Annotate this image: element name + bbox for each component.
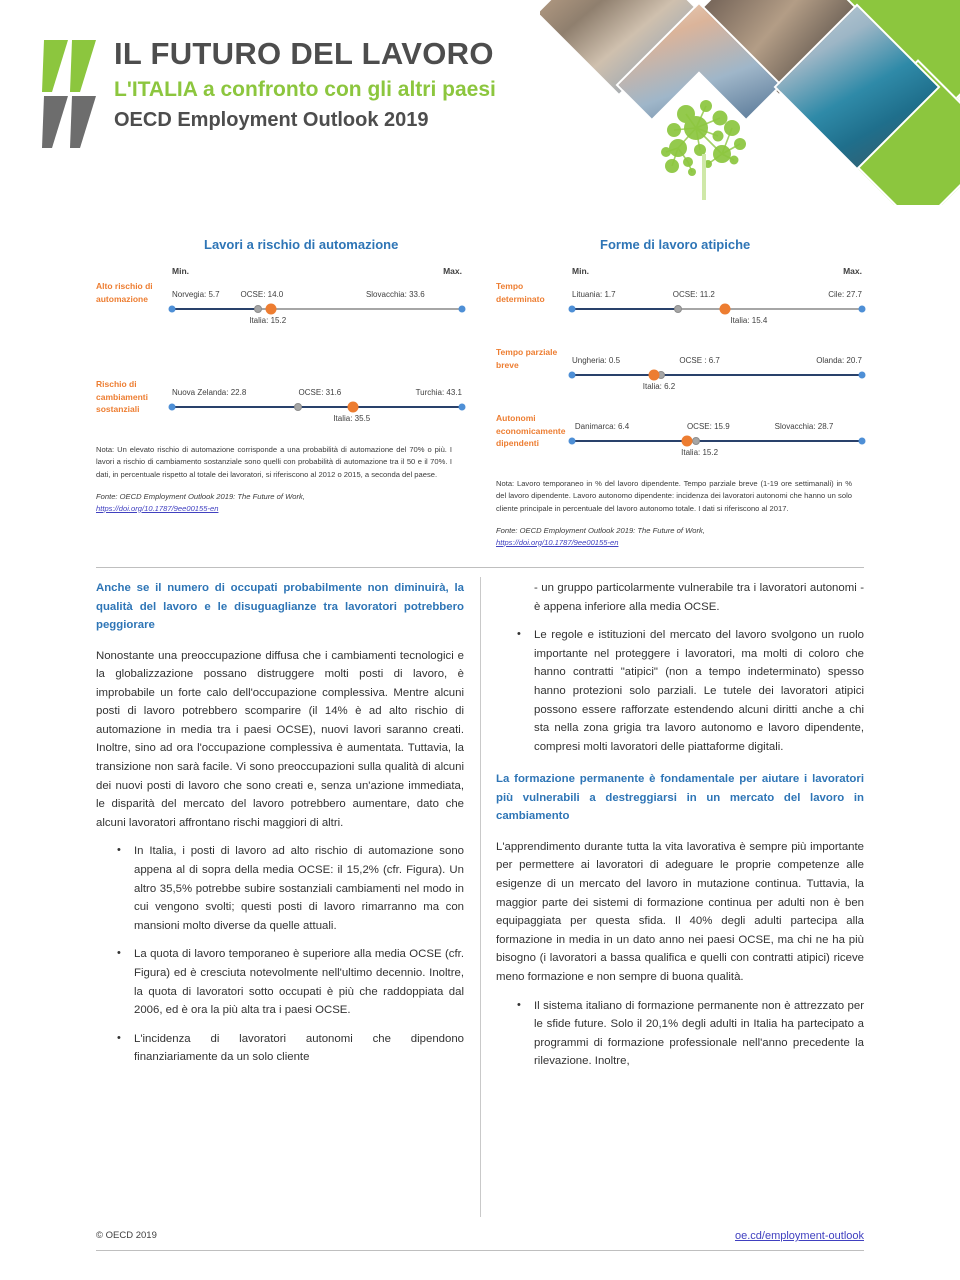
ocse-point	[254, 305, 262, 313]
slider-area	[172, 378, 462, 440]
slider-area	[572, 280, 862, 342]
row-label: Alto rischio di automazione	[96, 281, 153, 304]
source-text: Fonte: OECD Employment Outlook 2019: The Future of Work,	[496, 526, 705, 536]
ocse-label: OCSE: 14.0	[240, 290, 284, 299]
italia-label: Italia: 15.2	[681, 448, 719, 457]
axis-minmax-left	[172, 266, 462, 280]
right-column-paragraph: L'apprendimento durante tutta la vita lavorativa è sempre più importante per permettere ai lavoratori di adeguare le proprie competenze alle esigenze di un mercato del lavoro in mutazione continua. Tuttavia, la maggior parte dei sistemi di formazione continua per adulti non è ben equipaggiata per questa sfida. Il 40% degli adulti partecipa alla formazione in media in un dato anno nei paesi OCSE, ma chi ne ha più bisogno (i lavoratori a bassa qualifica e quelli con contratti atipici) riceve meno formazione e non sempre di buona qualità.	[496, 840, 864, 983]
min-country-label: Lituania: 1.7	[572, 290, 616, 299]
italia-label: Italia: 15.2	[249, 316, 287, 325]
footer-divider	[96, 1250, 864, 1251]
chart-title-left: Lavori a rischio di automazione	[204, 237, 399, 252]
min-point	[169, 306, 176, 313]
axis-minmax-right	[572, 266, 862, 280]
min-point	[569, 372, 576, 379]
ocse-point	[692, 437, 700, 445]
right-column	[496, 579, 864, 1081]
min-country-label: Ungheria: 0.5	[572, 356, 621, 365]
axis-fill	[572, 440, 862, 442]
ocse-label: OCSE: 15.9	[686, 422, 730, 431]
top-divider	[96, 567, 864, 568]
ocse-label: OCSE : 6.7	[679, 356, 720, 365]
charts-section	[0, 237, 960, 557]
min-country-label: Danimarca: 6.4	[574, 422, 630, 431]
column-divider	[480, 577, 481, 1217]
axis-max-label: Max.	[443, 266, 462, 276]
italia-point	[681, 436, 692, 447]
max-point	[859, 372, 866, 379]
left-column	[96, 579, 464, 1081]
max-point	[859, 438, 866, 445]
list-item: • In Italia, i posti di lavoro ad alto rischio di automazione sono appena al di sopra della media OCSE: il 15,2% (cfr. Figura). Un altro 35,5% potrebbe subire sostanziali cambiamenti nel modo in cui vengono svolti; questi posti di lavoro rimarranno ma con mansioni molto diverse da quelle attuali.	[134, 842, 464, 935]
chart-row-tempo-determinato	[496, 280, 866, 342]
axis-fill	[572, 374, 862, 376]
row-label: Rischio di cambiamenti sostanziali	[96, 379, 148, 414]
axis-max-label: Max.	[843, 266, 862, 276]
italia-point	[348, 402, 359, 413]
axis-fill	[172, 308, 258, 310]
page-title: IL FUTURO DEL LAVORO	[114, 36, 494, 71]
list-item: • Il sistema italiano di formazione permanente non è attrezzato per le sfide future. Solo il 20,1% degli adulti in Italia ha partecipato a programmi di formazione professionale nell'anno precedente la rilevazione. Inoltre,	[534, 997, 864, 1071]
header-collage-artwork	[540, 0, 960, 205]
max-country-label: Slovacchia: 33.6	[365, 290, 425, 299]
max-country-label: Slovacchia: 28.7	[774, 422, 834, 431]
axis-fill	[172, 406, 462, 408]
ocse-label: OCSE: 11.2	[672, 290, 715, 299]
ocse-point	[674, 305, 682, 313]
chart-source-right	[496, 525, 852, 548]
slider-area	[572, 412, 862, 474]
row-label: Autonomi economicamente dipendenti	[496, 413, 566, 448]
slider-area	[572, 346, 862, 408]
italia-point	[719, 304, 730, 315]
row-label: Tempo determinato	[496, 281, 545, 304]
source-link[interactable]: https://doi.org/10.1787/9ee00155-en	[96, 503, 219, 513]
right-column-heading: La formazione permanente è fondamentale per aiutare i lavoratori più vulnerabili a destreggiarsi in un mercato del lavoro in cambiamento	[496, 773, 864, 823]
right-column-bullets-top	[496, 626, 864, 756]
chart-row-autonomi	[496, 412, 866, 474]
chart-atypical-work	[496, 237, 866, 548]
chart-note-right: Nota: Lavoro temporaneo in % del lavoro dipendente. Tempo parziale breve (1-19 ore settimanali) in % del lavoro dipendente. Lavoro autonomo dipendente: incidenza dei lavoratori autonomi che hanno un solo cliente principale in percentuale del lavoro autonomo totale. I dati si riferiscono al 2017.	[496, 479, 852, 513]
max-point	[859, 306, 866, 313]
min-country-label: Norvegia: 5.7	[172, 290, 220, 299]
chart-note-left: Nota: Un elevato rischio di automazione corrisponde a una probabilità di automazione del 70% o più. I lavori a rischio di cambiamento sostanziale sono quelli con probabilità di automazione tra il 50 e il 70%. I dati, in percentuale rispetto al totale dei lavoratori, si riferiscono al 2012 o 2015, a seconda del paese.	[96, 445, 452, 479]
chart-source-left	[96, 491, 452, 514]
min-point	[569, 438, 576, 445]
publication-title: OECD Employment Outlook 2019	[114, 109, 429, 131]
quote-mark-logo	[42, 36, 98, 154]
italia-point	[649, 370, 660, 381]
left-column-bullets	[96, 842, 464, 1067]
italia-label: Italia: 35.5	[333, 414, 371, 423]
chart-row-rischio-cambiamenti	[96, 378, 466, 440]
max-country-label: Turchia: 43.1	[415, 388, 462, 397]
footer-link[interactable]: oe.cd/employment-outlook	[734, 1230, 864, 1242]
left-column-paragraph: Nonostante una preoccupazione diffusa che i cambiamenti tecnologici e la globalizzazione possano distruggere molti posti di lavoro, è improbabile un forte calo dell'occupazione complessiva. Mentre alcuni posti di lavoro potrebbero scomparire (il 14% è ad alto rischio di automazione in media tra i paesi OCSE), nuovi lavori saranno creati. Inoltre, sino ad ora l'occupazione complessiva è aumentata. Tuttavia, la transizione non sarà facile. Vi sono preoccupazioni sulla qualità di alcuni dei nuovi posti di lavoro che sono creati e, senza un'azione immediata, le disparità del mercato del lavoro potrebbero aumentare, dato che alcuni lavoratori affrontano rischi maggiori di altri.	[96, 649, 464, 829]
min-country-label: Nuova Zelanda: 22.8	[172, 388, 247, 397]
italia-label: Italia: 15.4	[730, 316, 768, 325]
min-point	[569, 306, 576, 313]
min-point	[169, 404, 176, 411]
axis-min-label: Min.	[572, 266, 589, 276]
page-footer	[0, 1230, 960, 1266]
max-country-label: Olanda: 20.7	[816, 356, 862, 365]
row-label: Tempo parziale breve	[496, 347, 558, 370]
left-column-heading: Anche se il numero di occupati probabilmente non diminuirà, la qualità del lavoro e le disuguaglianze tra lavoratori potrebbero peggiorare	[96, 582, 464, 631]
list-item: • L'incidenza di lavoratori autonomi che dipendono finanziariamente da un solo cliente	[134, 1030, 464, 1067]
axis-min-label: Min.	[172, 266, 189, 276]
ocse-label: OCSE: 31.6	[298, 388, 342, 397]
max-point	[459, 306, 466, 313]
page-subtitle: L'ITALIA a confronto con gli altri paesi	[114, 78, 496, 101]
list-item: • La quota di lavoro temporaneo è superiore alla media OCSE (cfr. Figura) ed è cresciuta notevolmente nell'ultimo decennio. Inoltre, la quota di lavoratori sotto occupati è più che raddoppiata dal 2006, ed è ora la più alta tra i paesi OCSE.	[134, 945, 464, 1019]
italia-label: Italia: 6.2	[642, 382, 676, 391]
chart-automation-risk	[96, 237, 466, 514]
page-header	[0, 0, 960, 205]
right-column-continuation: - un gruppo particolarmente vulnerabile tra i lavoratori autonomi - è appena inferiore alla media OCSE.	[534, 582, 864, 613]
ocse-point	[294, 403, 302, 411]
body-content	[0, 567, 960, 1227]
source-text: Fonte: OECD Employment Outlook 2019: The Future of Work,	[96, 492, 305, 502]
network-tree-icon	[648, 92, 768, 204]
right-column-bullets-bottom	[496, 997, 864, 1071]
axis-fill	[572, 308, 678, 310]
chart-title-right: Forme di lavoro atipiche	[600, 237, 751, 252]
header-title-group	[114, 34, 496, 135]
max-point	[459, 404, 466, 411]
chart-row-tempo-parziale	[496, 346, 866, 408]
italia-point	[265, 304, 276, 315]
list-item: • Le regole e istituzioni del mercato del lavoro svolgono un ruolo importante nel proteggere i lavoratori, ma molti di coloro che hanno contratti "atipici" (non a tempo indeterminato) spesso hanno protezioni solo parziali. Le tutele dei lavoratori atipici possono essere rafforzate estendendo alcuni diritti anche a chi sta nella zona grigia tra lavoro autonomo e lavoro dipendente, compresi molti lavoratori delle piattaforme digitali.	[534, 626, 864, 756]
copyright-text: © OECD 2019	[96, 1230, 157, 1241]
source-link[interactable]: https://doi.org/10.1787/9ee00155-en	[496, 537, 619, 547]
slider-area	[172, 280, 462, 342]
max-country-label: Cile: 27.7	[828, 290, 862, 299]
chart-row-alto-rischio	[96, 280, 466, 350]
